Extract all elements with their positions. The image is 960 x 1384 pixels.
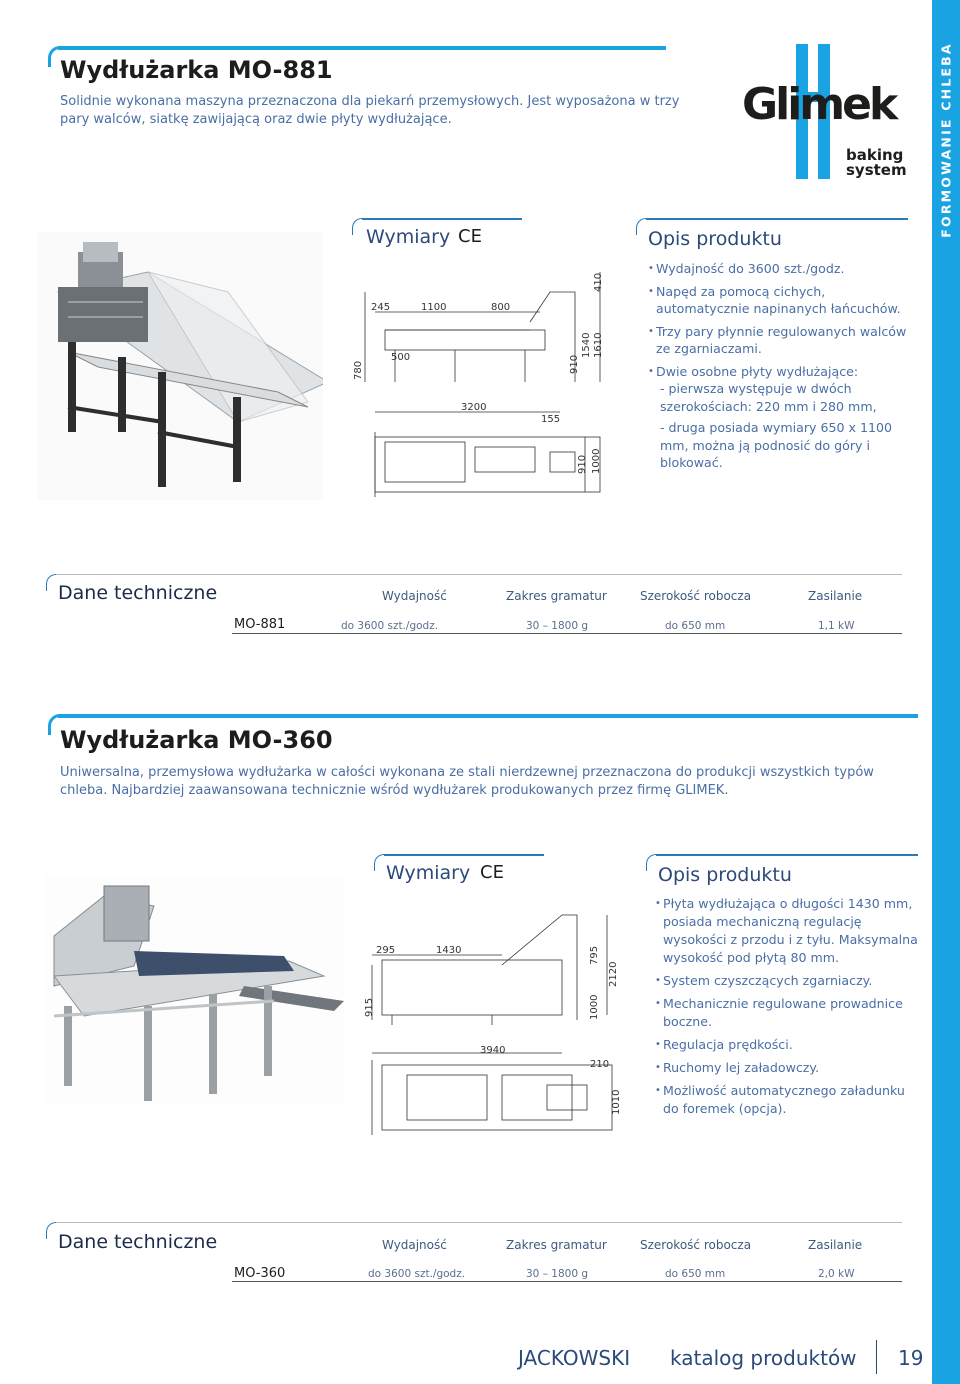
footer-catalog: katalog produktów bbox=[670, 1346, 857, 1370]
spec-power-value: 1,1 kW bbox=[818, 620, 855, 632]
product1-specs-heading: Dane techniczne bbox=[58, 582, 218, 604]
product2-feature-list bbox=[655, 895, 923, 1123]
dimensions-line bbox=[362, 218, 522, 220]
feature-item: • Możliwość automatycznego załadunku do foremek (opcja). bbox=[655, 1082, 923, 1118]
feature-item: • Mechanicznie regulowane prowadnice boczne. bbox=[655, 995, 923, 1031]
title-bar bbox=[58, 714, 918, 718]
product1-dimensions-label: Wymiary bbox=[366, 226, 451, 248]
product1-description-heading: Opis produktu bbox=[648, 228, 782, 250]
specs-top-line bbox=[56, 574, 902, 575]
product1-title: Wydłużarka MO-881 bbox=[60, 56, 333, 84]
feature-item: • Dwie osobne płyty wydłużające: bbox=[648, 363, 920, 381]
feature-subitem: - pierwsza występuje w dwóch szerokościach: 220 mm i 280 mm, bbox=[660, 381, 877, 414]
dim-2120: 2120 bbox=[608, 961, 619, 987]
feature-item: • Regulacja prędkości. bbox=[655, 1036, 923, 1054]
dim-1010: 1010 bbox=[611, 1089, 622, 1115]
dim-155: 155 bbox=[541, 414, 561, 425]
spec-col-working-width: Szerokość robocza bbox=[640, 1238, 752, 1252]
spec-weight-range-value: 30 – 1800 g bbox=[526, 1268, 589, 1280]
dim-1540: 1540 bbox=[581, 332, 592, 358]
spec-col-weight-range: Zakres gramatur bbox=[506, 589, 607, 603]
product2-title: Wydłużarka MO-360 bbox=[60, 726, 333, 754]
dim-910a: 910 bbox=[569, 354, 580, 374]
spec-col-power: Zasilanie bbox=[808, 1238, 863, 1252]
dim-910b: 910 bbox=[577, 454, 588, 474]
footer-publisher: JACKOWSKI bbox=[518, 1346, 631, 1370]
dim-1430: 1430 bbox=[436, 945, 462, 956]
product1-description: Solidnie wykonana maszyna przeznaczona dla piekarń przemysłowych. Jest wyposażona w trzy pary walców, siatkę zawijającą oraz dwie płyty wydłużające. bbox=[60, 94, 680, 127]
machine-photo-mo360 bbox=[44, 876, 344, 1104]
spec-weight-range-value: 30 – 1800 g bbox=[526, 620, 589, 632]
feature-item: • Ruchomy lej załadowczy. bbox=[655, 1059, 923, 1077]
side-tab bbox=[932, 0, 960, 1384]
feature-subitem: - druga posiada wymiary 650 x 1100 mm, można ją podnosić do góry i blokować. bbox=[660, 420, 893, 470]
product2-dimensions-label: Wymiary bbox=[386, 862, 471, 884]
logo-name: Glimek bbox=[742, 79, 896, 130]
dim-245: 245 bbox=[371, 302, 391, 313]
spec-capacity-value: do 3600 szt./godz. bbox=[341, 620, 439, 632]
dim-3200: 3200 bbox=[461, 402, 487, 413]
description-line bbox=[646, 218, 908, 220]
logo-tagline-2: system bbox=[846, 161, 907, 179]
ce-mark: CE bbox=[480, 862, 504, 883]
spec-col-power: Zasilanie bbox=[808, 589, 863, 603]
product2-description: Uniwersalna, przemysłowa wydłużarka w całości wykonana ze stali nierdzewnej przeznaczona do produkcji wszystkich typów chleba. Najbardziej zaawansowana technicznie wśród wydłużarek produkowanych przez firmę GLIMEK. bbox=[60, 765, 874, 798]
spec-row-line bbox=[232, 633, 902, 634]
spec-col-capacity: Wydajność bbox=[382, 589, 447, 603]
product2-specs-heading: Dane techniczne bbox=[58, 1231, 218, 1253]
dim-500: 500 bbox=[391, 352, 411, 363]
spec-row-line bbox=[232, 1281, 902, 1282]
feature-item: • System czyszczących zgarniaczy. bbox=[655, 972, 923, 990]
product1-feature-list bbox=[648, 260, 920, 476]
dim-1000: 1000 bbox=[591, 448, 602, 474]
feature-item: • Trzy pary płynnie regulowanych walców ze zgarniaczami. bbox=[648, 323, 920, 358]
technical-drawing-mo881 bbox=[345, 262, 615, 502]
spec-col-capacity: Wydajność bbox=[382, 1238, 447, 1252]
dim-1610: 1610 bbox=[593, 332, 604, 358]
spec-capacity-value: do 3600 szt./godz. bbox=[368, 1268, 466, 1280]
machine-photo-mo881 bbox=[38, 232, 323, 500]
title-bar bbox=[58, 46, 666, 50]
logo-tagline-1: baking bbox=[846, 146, 904, 164]
spec-power-value: 2,0 kW bbox=[818, 1268, 855, 1280]
feature-item: • Napęd za pomocą cichych, automatycznie napinanych łańcuchów. bbox=[648, 283, 920, 318]
spec-model: MO-881 bbox=[234, 617, 286, 632]
dim-1100: 1100 bbox=[421, 302, 447, 313]
glimek-logo bbox=[738, 44, 908, 184]
spec-col-weight-range: Zakres gramatur bbox=[506, 1238, 607, 1252]
page-number: 19 bbox=[898, 1346, 924, 1370]
feature-item: • Płyta wydłużająca o długości 1430 mm, posiada mechaniczną regulację wysokości z przodu i z tyłu. Maksymalna wysokość pod płytą 80 mm. bbox=[655, 895, 923, 967]
spec-working-width-value: do 650 mm bbox=[665, 1268, 726, 1280]
specs-top-line bbox=[56, 1222, 902, 1223]
side-tab-label: FORMOWANIE CHLEBA bbox=[938, 42, 954, 238]
description-line bbox=[656, 854, 918, 856]
spec-working-width-value: do 650 mm bbox=[665, 620, 726, 632]
feature-item: • Wydajność do 3600 szt./godz. bbox=[648, 260, 920, 278]
dim-3940: 3940 bbox=[480, 1045, 506, 1056]
dim-795: 795 bbox=[589, 945, 600, 965]
dimensions-line bbox=[384, 854, 544, 856]
product2-description-heading: Opis produktu bbox=[658, 864, 792, 886]
spec-model: MO-360 bbox=[234, 1266, 286, 1281]
dim-780: 780 bbox=[353, 360, 364, 380]
footer-divider bbox=[876, 1340, 877, 1374]
ce-mark: CE bbox=[458, 226, 482, 247]
dim-295: 295 bbox=[376, 945, 396, 956]
dim-800: 800 bbox=[491, 302, 511, 313]
dim-210: 210 bbox=[590, 1059, 610, 1070]
spec-col-working-width: Szerokość robocza bbox=[640, 589, 752, 603]
dim-1000: 1000 bbox=[589, 994, 600, 1020]
dim-410: 410 bbox=[593, 272, 604, 292]
technical-drawing-mo360 bbox=[362, 905, 624, 1140]
dimensions-hook bbox=[352, 218, 365, 235]
dim-915: 915 bbox=[364, 997, 375, 1017]
